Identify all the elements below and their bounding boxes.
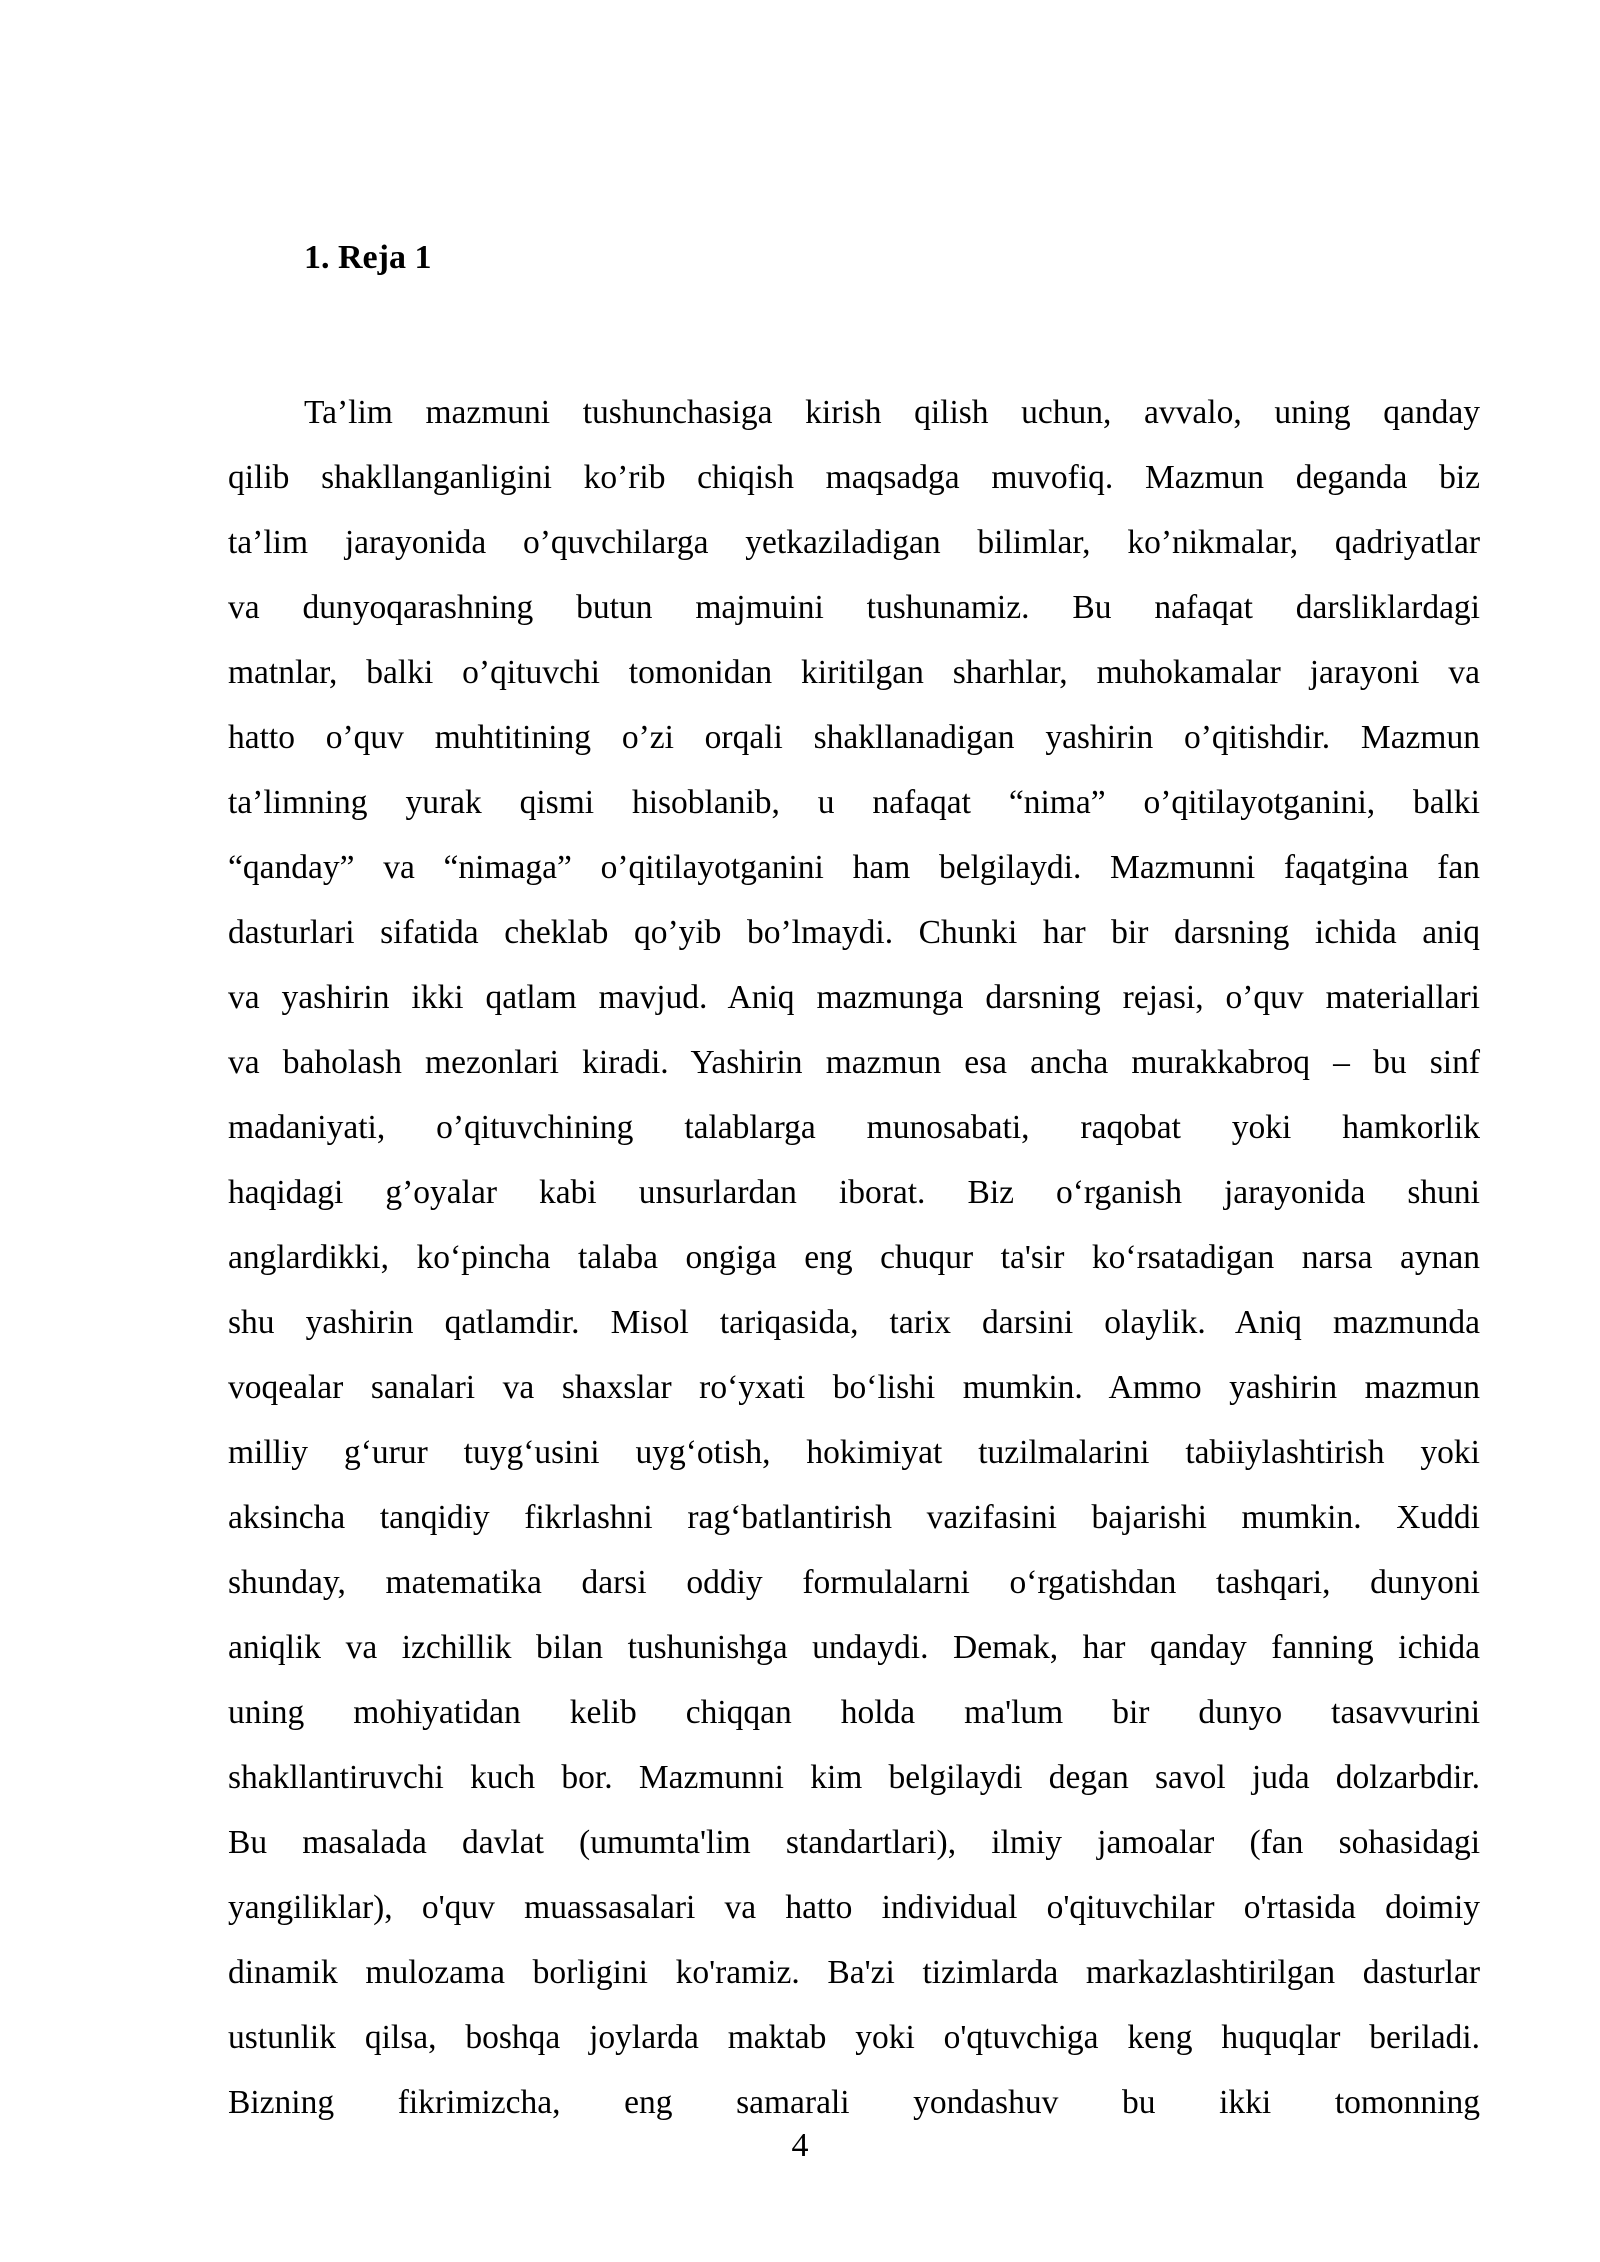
paragraph-line: milliy g‘urur tuyg‘usini uyg‘otish, hokimiyat tuzilmalarini tabiiylashtirish yoki [228,1434,1480,1471]
paragraph-line: aksincha tanqidiy fikrlashni rag‘batlantirish vazifasini bajarishi mumkin. Xuddi [228,1499,1480,1536]
paragraph-line: haqidagi g’oyalar kabi unsurlardan iborat. Biz o‘rganish jarayonida shuni [228,1174,1480,1211]
paragraph-line: “qanday” va “nimaga” o’qitilayotganini ham belgilaydi. Mazmunni faqatgina fan [228,849,1480,886]
paragraph-line: dasturlari sifatida cheklab qo’yib bo’lmaydi. Chunki har bir darsning ichida aniq [228,914,1480,951]
paragraph-line: va baholash mezonlari kiradi. Yashirin mazmun esa ancha murakkabroq – bu sinf [228,1044,1480,1081]
paragraph-line: va yashirin ikki qatlam mavjud. Aniq mazmunga darsning rejasi, o’quv materiallari [228,979,1480,1016]
section-heading: 1. Reja 1 [304,239,432,276]
body-paragraph [228,380,1480,2135]
paragraph-line: Bu masalada davlat (umumta'lim standartlari), ilmiy jamoalar (fan sohasidagi [228,1824,1480,1861]
paragraph-line: va dunyoqarashning butun majmuini tushunamiz. Bu nafaqat darsliklardagi [228,589,1480,626]
paragraph-line: matnlar, balki o’qituvchi tomonidan kiritilgan sharhlar, muhokamalar jarayoni va [228,654,1480,691]
paragraph-line: Ta’lim mazmuni tushunchasiga kirish qilish uchun, avvalo, uning qanday [304,394,1480,431]
paragraph-line: hatto o’quv muhtitining o’zi orqali shakllanadigan yashirin o’qitishdir. Mazmun [228,719,1480,756]
paragraph-line: ta’lim jarayonida o’quvchilarga yetkaziladigan bilimlar, ko’nikmalar, qadriyatlar [228,524,1480,561]
paragraph-line: madaniyati, o’qituvchining talablarga munosabati, raqobat yoki hamkorlik [228,1109,1480,1146]
paragraph-line: voqealar sanalari va shaxslar ro‘yxati bo‘lishi mumkin. Ammo yashirin mazmun [228,1369,1480,1406]
paragraph-line: dinamik mulozama borligini ko'ramiz. Ba'zi tizimlarda markazlashtirilgan dasturlar [228,1954,1480,1991]
paragraph-line: yangiliklar), o'quv muassasalari va hatto individual o'qituvchilar o'rtasida doimiy [228,1889,1480,1926]
paragraph-line: ta’limning yurak qismi hisoblanib, u nafaqat “nima” o’qitilayotganini, balki [228,784,1480,821]
paragraph-line: shakllantiruvchi kuch bor. Mazmunni kim belgilaydi degan savol juda dolzarbdir. [228,1759,1480,1796]
paragraph-line: ustunlik qilsa, boshqa joylarda maktab yoki o'qtuvchiga keng huquqlar beriladi. [228,2019,1480,2056]
paragraph-line: anglardikki, ko‘pincha talaba ongiga eng chuqur ta'sir ko‘rsatadigan narsa aynan [228,1239,1480,1276]
page-number: 4 [791,2127,809,2164]
paragraph-line: Bizning fikrimizcha, eng samarali yondashuv bu ikki tomonning [228,2084,1480,2121]
paragraph-line: shu yashirin qatlamdir. Misol tariqasida, tarix darsini olaylik. Aniq mazmunda [228,1304,1480,1341]
paragraph-line: aniqlik va izchillik bilan tushunishga undaydi. Demak, har qanday fanning ichida [228,1629,1480,1666]
paragraph-line: qilib shakllanganligini ko’rib chiqish maqsadga muvofiq. Mazmun deganda biz [228,459,1480,496]
paragraph-line: uning mohiyatidan kelib chiqqan holda ma'lum bir dunyo tasavvurini [228,1694,1480,1731]
paragraph-line: shunday, matematika darsi oddiy formulalarni o‘rgatishdan tashqari, dunyoni [228,1564,1480,1601]
